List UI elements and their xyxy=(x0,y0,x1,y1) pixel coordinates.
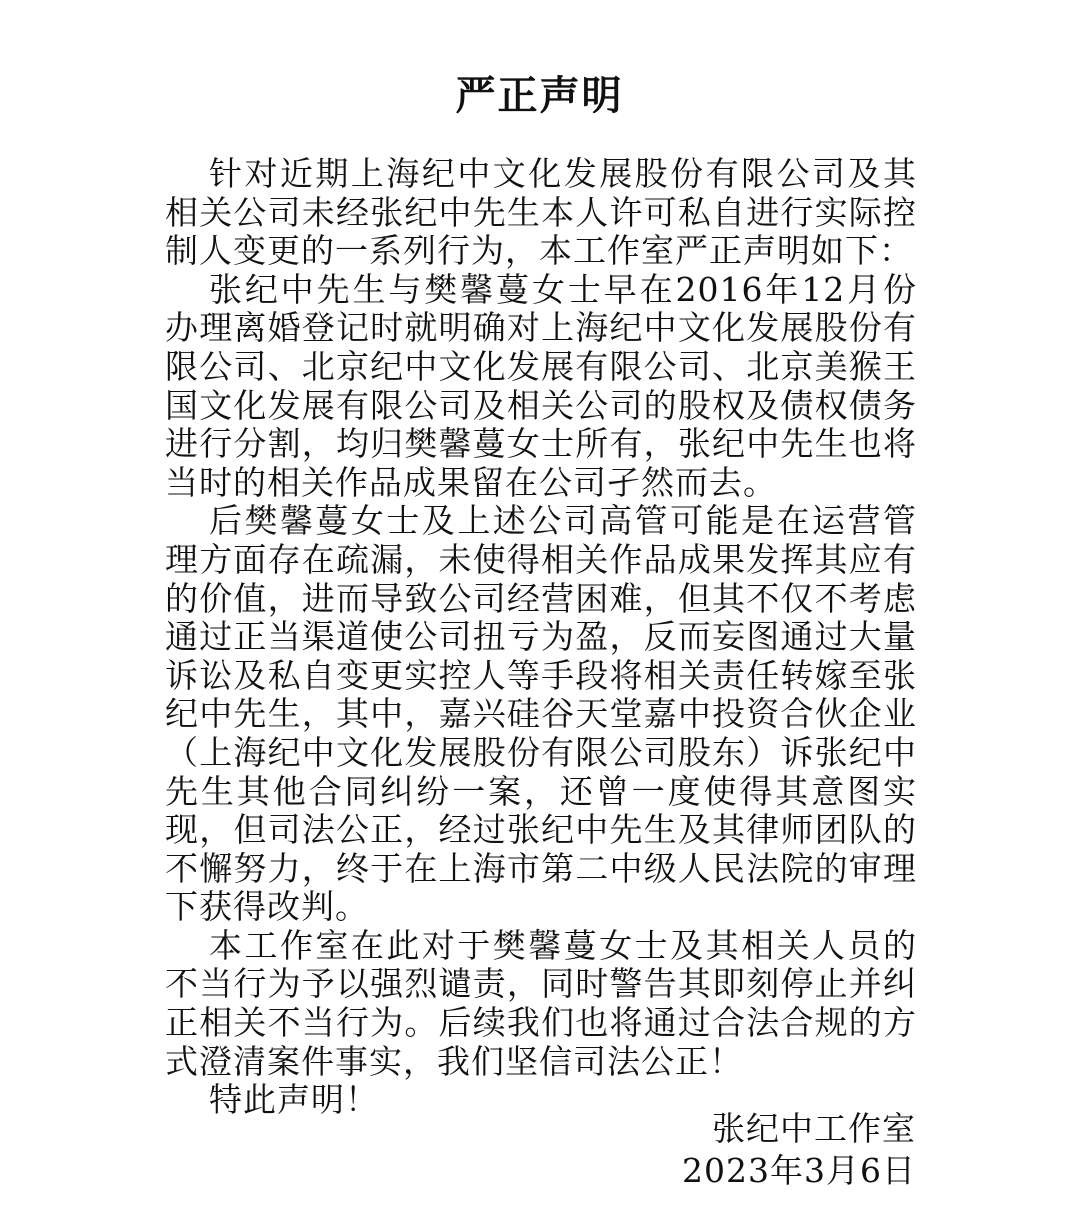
signature-date: 2023年3月6日 xyxy=(682,1151,916,1190)
document-title: 严正声明 xyxy=(455,73,624,119)
document-body xyxy=(165,155,917,1120)
paragraph-condemnation: 本工作室在此对于樊馨蔓女士及其相关人员的不当行为予以强烈谴责，同时警告其即刻停止并纠正相关不当行为。后续我们也将通过合法合规的方式澄清案件事实，我们坚信司法公正！ xyxy=(165,925,917,1081)
paragraph-divorce: 张纪中先生与樊馨蔓女士早在2016年12月份办理离婚登记时就明确对上海纪中文化发展股份有限公司、北京纪中文化发展有限公司、北京美猴王国文化发展有限公司及相关公司的股权及债权债务进行分割，均归樊馨蔓女士所有，张纪中先生也将当时的相关作品成果留在公司孑然而去。 xyxy=(165,269,917,502)
signature-block xyxy=(682,1108,916,1192)
paragraph-intro: 针对近期上海纪中文化发展股份有限公司及其相关公司未经张纪中先生本人许可私自进行实际控制人变更的一系列行为，本工作室严正声明如下： xyxy=(165,154,917,271)
paragraph-litigation: 后樊馨蔓女士及上述公司高管可能是在运营管理方面存在疏漏，未使得相关作品成果发挥其应有的价值，进而导致公司经营困难，但其不仅不考虑通过正当渠道使公司扭亏为盈，反而妄图通过大量诉讼及私自变更实控人等手段将相关责任转嫁至张纪中先生，其中，嘉兴硅谷天堂嘉中投资合伙企业（上海纪中文化发展股份有限公司股东）诉张纪中先生其他合同纠纷一案，还曾一度使得其意图实现，但司法公正，经过张纪中先生及其律师团队的不懈努力，终于在上海市第二中级人民法院的审理下获得改判。 xyxy=(165,501,917,927)
signature-organization: 张纪中工作室 xyxy=(712,1109,916,1148)
closing-statement: 特此声明！ xyxy=(209,1080,379,1120)
